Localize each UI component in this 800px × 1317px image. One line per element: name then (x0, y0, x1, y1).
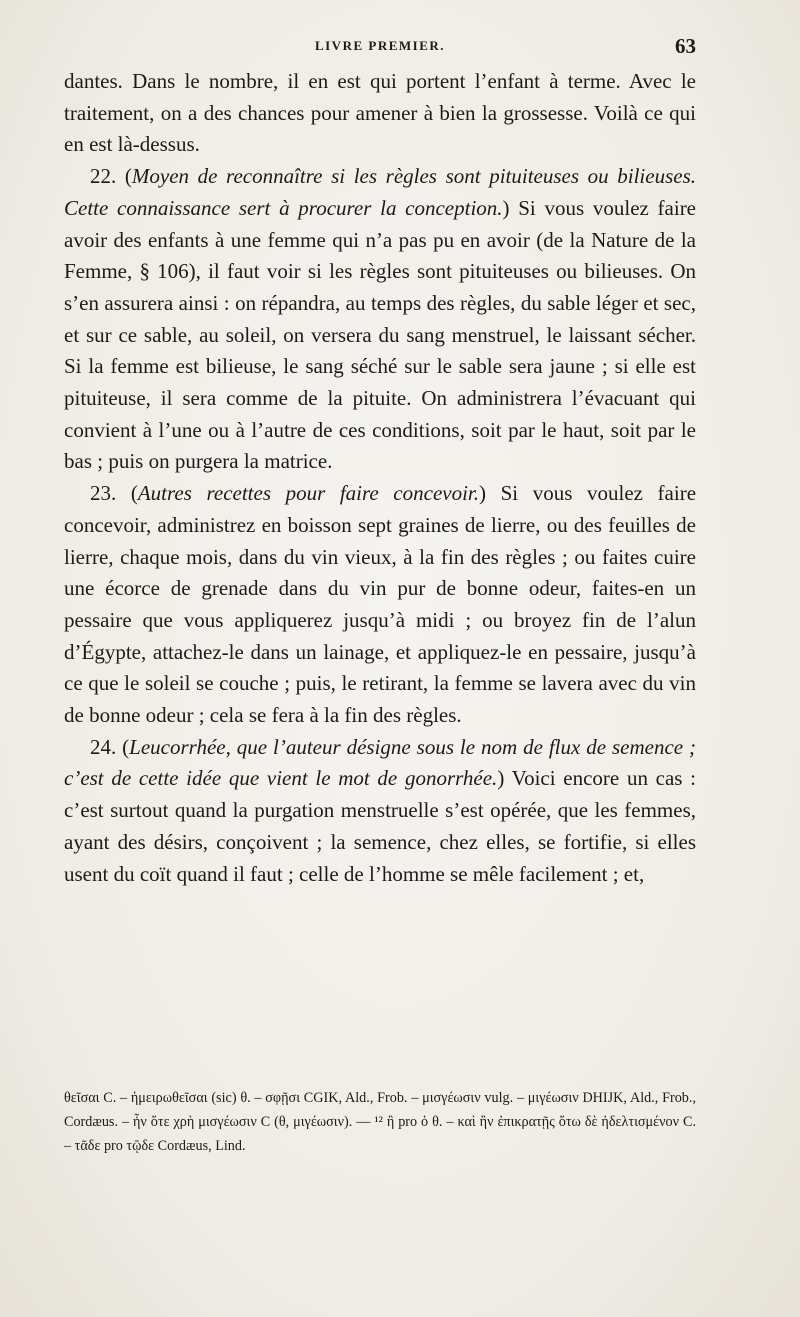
footnotes (64, 1086, 696, 1158)
section-text: Si vous voulez faire concevoir, administrez en boisson sept graines de lierre, ou des feuilles de lierre, chaque mois, dans du vin vieux, à la fin des règles ; ou faites cuire une écorce de grenade dans du vin pur de bonne odeur, faites-en un pessaire que vous appliquerez jusqu’à midi ; ou broyez fin de l’alun d’Égypte, attachez-le dans un lainage, et appliquez-le en pessaire, jusqu’à ce que le soleil se couche ; puis, le retirant, la femme se lavera avec du vin de bonne odeur ; cela se fera à la fin des règles. (64, 481, 697, 728)
section-text: Voici encore un cas : c’est surtout quand la purgation menstruelle s’est opérée, que les femmes, ayant des désirs, conçoivent ; la semence, chez elles, se fortifie, si elles usent du coït quand il faut ; celle de l’homme se mêle facilement ; et, (64, 766, 696, 886)
continuation-paragraph: dantes. Dans le nombre, il en est qui portent l’enfant à terme. Avec le traitement, on a des chances pour amener à bien la grossesse. Voilà ce qui en est là-dessus. (64, 69, 696, 157)
section-heading: Leucorrhée, que l’auteur désigne sous le nom de flux de semence ; c’est de cette idée que vient le mot de gonorrhée. (64, 734, 696, 791)
close-paren: ) (497, 766, 505, 791)
open-paren: ( (124, 164, 132, 189)
footnote-text: θεῖσαι C. – ἡμειρωθεῖσαι (sic) θ. – σφῇσι CGIK, Ald., Frob. – μισγέωσιν vulg. – μιγέωσιν DHIJK, Ald., Frob., Cordæus. – ἦν ὅτε χρὴ μισγέωσιν C (θ, μιγέωσιν). — ¹² ἢ pro ὁ θ. – καὶ ἢν ἐπικρατῇς ὅτω δὲ ἠδελτισμένον C. – τᾶδε pro τῷδε Cordæus, Lind. (64, 1090, 696, 1154)
section-text: Si vous voulez faire avoir des enfants à une femme qui n’a pas pu en avoir (de la Nature de la Femme, § 106), il faut voir si les règles sont pituiteuses ou bilieuses. On s’en assurera ainsi : on répandra, au temps des règles, du sable léger et sec, et sur ce sable, au soleil, on versera du sang menstruel, le laissant sécher. Si la femme est bilieuse, le sang séché sur le sable sera jaune ; si elle est pituiteuse, il sera comme de la pituite. On administrera l’évacuant qui convient à l’une ou à l’autre de ces conditions, soit par le haut, soit par le bas ; puis on purgera la matrice. (64, 195, 697, 474)
open-paren: ( (130, 481, 138, 506)
section-heading: Autres recettes pour faire concevoir. (137, 481, 480, 506)
section-24 (64, 732, 696, 891)
section-number: 23. (90, 481, 117, 506)
open-paren: ( (122, 734, 130, 759)
section-heading: Moyen de reconnaître si les règles sont pituiteuses ou bilieuses. Cette connaissance sert à procurer la conception. (64, 164, 697, 220)
section-number: 22. (90, 164, 117, 189)
section-number: 24. (90, 734, 117, 759)
running-title: LIVRE PREMIER. (314, 38, 446, 53)
page-header (64, 34, 696, 64)
page-number: 63 (675, 34, 696, 58)
section-22 (64, 161, 696, 478)
close-paren: ) (479, 481, 487, 506)
close-paren: ) (502, 195, 510, 220)
section-23 (64, 478, 696, 732)
main-text (64, 66, 696, 890)
